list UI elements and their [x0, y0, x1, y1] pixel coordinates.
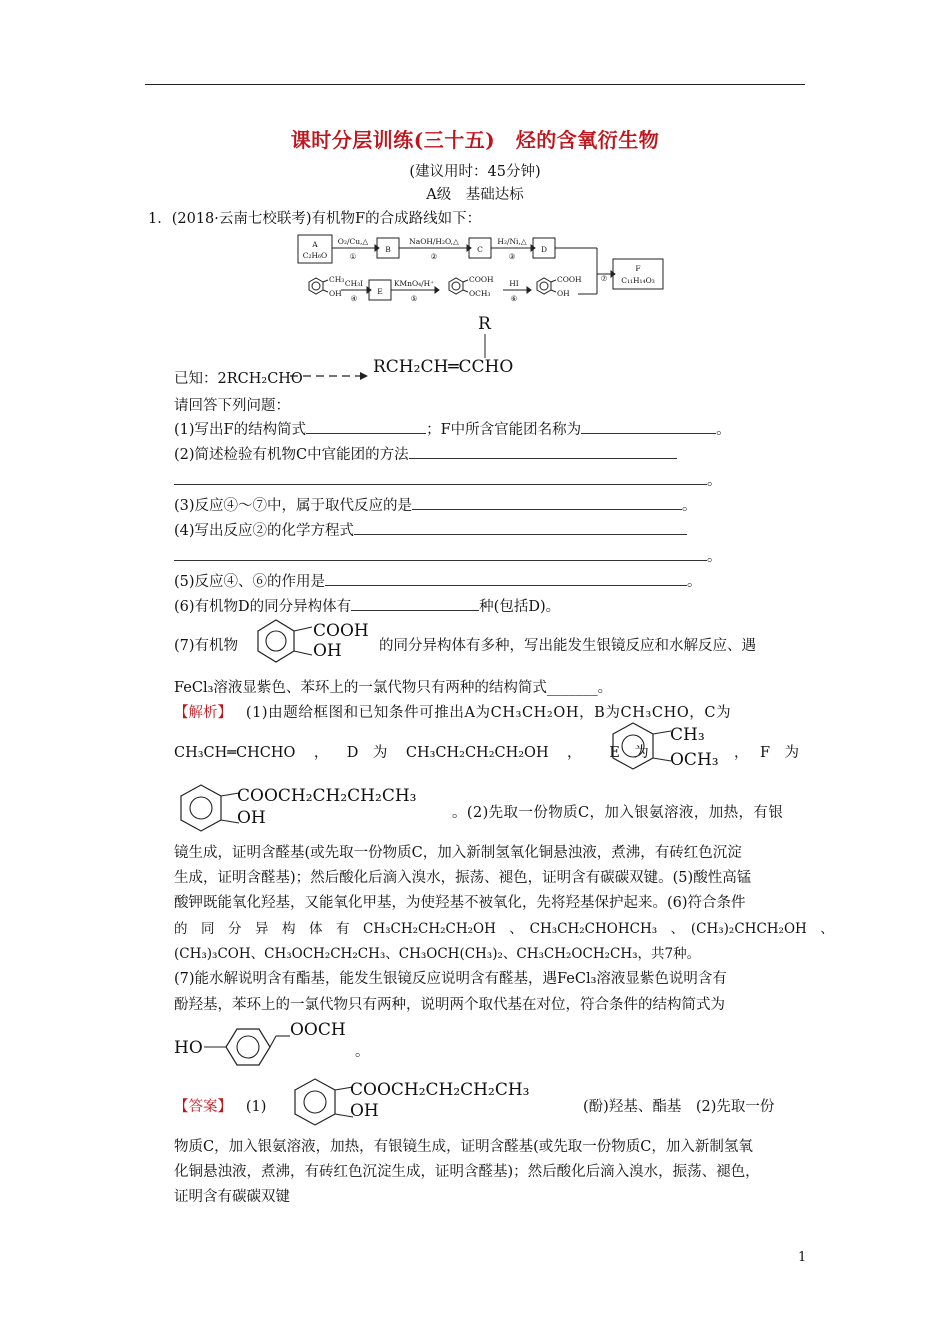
node-a-label: A [312, 240, 318, 249]
answer-oh: OH [350, 1101, 379, 1121]
step-1: ① [349, 252, 357, 261]
analysis-line-1 [174, 701, 731, 722]
answer-blank-3[interactable] [409, 446, 677, 459]
answer-blank-2[interactable] [581, 421, 716, 434]
node-f-formula: C₁₁H₁₄O₃ [621, 276, 655, 285]
benzene-ring-q7 [250, 617, 314, 665]
analysis-line-8: (CH₃)₃COH、CH₃OCH₂CH₂CH₃、CH₃OCH(CH₃)₂、CH₃CH₂OCH₂CH₃，共7种。 [174, 946, 701, 962]
level-heading: A级 基础达标 [426, 187, 524, 203]
ring3-cooh: COOH [557, 275, 582, 284]
f-label: F 为 [760, 745, 800, 761]
question-2-text: (2)简述检验有机物C中官能团的方法 [174, 447, 409, 463]
benzene-ring-f [173, 784, 243, 834]
question-2 [174, 443, 677, 464]
q7-answer-ooch: OOCH [290, 1020, 346, 1040]
question-2-end: 。 [707, 473, 722, 489]
answer-blank-6[interactable] [354, 522, 687, 535]
question-5 [174, 570, 702, 591]
answer-blank-8[interactable] [325, 573, 687, 586]
analysis-line-6: 酸钾既能氧化羟基，又能氧化甲基，为使羟基不被氧化，先将羟基保护起来。(6)符合条件 [174, 895, 746, 911]
question-1-intro: 1．(2018·云南七校联考)有机物F的合成路线如下： [148, 211, 482, 227]
benzene-ring-e [603, 722, 673, 772]
answer-line-1 [174, 1095, 266, 1116]
answer-blank-5[interactable] [412, 497, 682, 510]
answer-line-4: 证明含有碳碳双键 [174, 1189, 290, 1205]
node-a-formula: C₂H₆O [302, 251, 328, 260]
answer-line-3: 化铜悬浊液，煮沸，有砖红色沉淀生成，证明含醛基)；然后酸化后滴入溴水，振荡、褪色， [174, 1164, 760, 1180]
analysis-c-formula [174, 741, 649, 762]
q7-oh: OH [313, 641, 342, 661]
analysis-line-3: 。(2)先取一份物质C，加入银氨溶液，加热，有银 [452, 805, 784, 821]
q7-answer-end: 。 [355, 1044, 370, 1060]
reagent-5: KMnO₄/H⁺ [393, 279, 435, 288]
known-reactant: 已知：2RCH₂CHO [174, 371, 303, 387]
q7-answer-ho: HO [174, 1038, 203, 1058]
answer-blank-9[interactable] [351, 598, 479, 611]
answer-blank-7[interactable] [174, 548, 707, 561]
known-bond [482, 334, 488, 358]
q7-cooh: COOH [313, 621, 369, 641]
answer-chain: COOCH₂CH₂CH₂CH₃ [350, 1080, 530, 1100]
question-1a [174, 418, 731, 439]
question-2-cont [174, 469, 722, 490]
c-formula: CH₃CH═CHCHO [174, 745, 296, 761]
e-ch3: CH₃ [670, 725, 705, 745]
reagent-6: HI [509, 279, 519, 288]
step-6: ⑥ [510, 294, 518, 303]
answer-label: 【答案】 [174, 1099, 232, 1115]
analysis-line-9: (7)能水解说明含有酯基，能发生银镜反应说明含有醛基，遇FeCl₃溶液显紫色说明含有 [174, 971, 727, 987]
ring1-oh: OH [329, 289, 342, 298]
answer-blank-4[interactable] [174, 472, 707, 485]
ring2-och3: OCH₃ [469, 289, 491, 298]
question-3 [174, 494, 697, 515]
step-4: ④ [350, 294, 358, 303]
known-reaction [174, 367, 303, 388]
suggested-time: (建议用时：45分钟) [409, 164, 541, 180]
ring1-ch3: CH₃ [329, 275, 345, 284]
answer-prompt: 请回答下列问题： [174, 398, 290, 414]
analysis-line-4: 镜生成，证明含醛基(或先取一份物质C，加入新制氢氧化铜悬浊液，煮沸，有砖红色沉淀 [174, 845, 742, 861]
reagent-4: CH₃I [344, 279, 364, 288]
question-7-prefix: (7)有机物 [174, 638, 239, 654]
reagent-1: O₂/Cu,△ [337, 237, 369, 246]
page-title: 课时分层训练(三十五) 烃的含氧衍生物 [290, 128, 660, 152]
known-arrow [290, 368, 370, 384]
question-4-cont [174, 545, 722, 566]
benzene-ring-q7-answer [204, 1016, 290, 1068]
question-1a-end: 。 [716, 422, 731, 438]
node-f-label: F [635, 264, 641, 273]
answer-line-1-tail: (酚)羟基、酯基 (2)先取一份 [583, 1099, 775, 1115]
question-4-text: (4)写出反应②的化学方程式 [174, 523, 355, 539]
analysis-text-1: (1)由题给框图和已知条件可推出A为CH₃CH₂OH，B为CH₃CHO，C为 [245, 705, 732, 721]
answer-line-2: 物质C，加入银氨溶液，加热，有银镜生成，证明含醛基(或先取一份物质C，加入新制氢氧 [174, 1139, 753, 1155]
question-4-end: 。 [707, 549, 722, 565]
analysis-line-5: 生成，证明含醛基)；然后酸化后滴入溴水，振荡、褪色，证明含有碳碳双键。(5)酸性高锰 [174, 870, 752, 886]
reagent-3: H₂/Ni,△ [497, 237, 527, 246]
node-b-label: B [385, 245, 391, 254]
answer-1-number: (1) [245, 1099, 267, 1115]
ring2-cooh: COOH [469, 275, 494, 284]
question-1a-text: (1)写出F的结构简式 [174, 422, 307, 438]
sep-3: ， [734, 745, 749, 761]
node-d-label: D [540, 245, 548, 254]
analysis-line-7: 的 同 分 异 构 体 有 CH₃CH₂CH₂CH₂OH 、 CH₃CH₂CHOHCH₃ 、 (CH₃)₂CHCH₂OH 、 [174, 921, 834, 937]
analysis-line-10: 酚羟基，苯环上的一氯代物只有两种，说明两个取代基在对位，符合条件的结构简式为 [174, 997, 725, 1013]
question-6 [174, 595, 560, 616]
d-label: D 为 [346, 745, 388, 761]
f-chain: COOCH₂CH₂CH₂CH₃ [237, 786, 417, 806]
page-number: 1 [798, 1250, 807, 1265]
question-5-end: 。 [687, 574, 702, 590]
e-och3: OCH₃ [670, 750, 719, 770]
step-7: ⑦ [600, 274, 608, 283]
analysis-label: 【解析】 [174, 705, 232, 721]
step-5: ⑤ [410, 294, 418, 303]
sep-2: ， [567, 745, 582, 761]
benzene-ring-answer [287, 1078, 357, 1128]
step-2: ② [430, 252, 438, 261]
step-3: ③ [508, 252, 516, 261]
known-product: RCH₂CH═CCHO [373, 357, 514, 377]
f-oh: OH [237, 808, 266, 828]
question-4 [174, 519, 687, 540]
question-7-line2: FeCl₃溶液显紫色、苯环上的一氯代物只有两种的结构简式_______。 [174, 680, 613, 696]
known-substituent-r: R [478, 314, 491, 334]
answer-blank-1[interactable] [306, 421, 426, 434]
node-e-label: E [377, 287, 383, 296]
question-7-text: 的同分异构体有多种，写出能发生银镜反应和水解反应、遇 [379, 638, 756, 654]
d-formula: CH₃CH₂CH₂CH₂OH [405, 745, 549, 761]
sep-1: ， [313, 745, 329, 761]
question-6-text: (6)有机物D的同分异构体有 [174, 599, 352, 615]
e-label: E 为 [609, 745, 649, 761]
question-3-text: (3)反应④～⑦中，属于取代反应的是 [174, 498, 413, 514]
ring3-oh: OH [557, 289, 570, 298]
question-5-text: (5)反应④、⑥的作用是 [174, 574, 326, 590]
node-c-label: C [477, 245, 483, 254]
question-6-end: 种(包括D)。 [479, 599, 561, 615]
question-1a-mid: ；F中所含官能团名称为 [426, 422, 582, 438]
header-rule [145, 84, 805, 85]
question-3-end: 。 [682, 498, 697, 514]
reagent-2: NaOH/H₂O,△ [409, 237, 459, 246]
synthesis-scheme [295, 232, 667, 306]
